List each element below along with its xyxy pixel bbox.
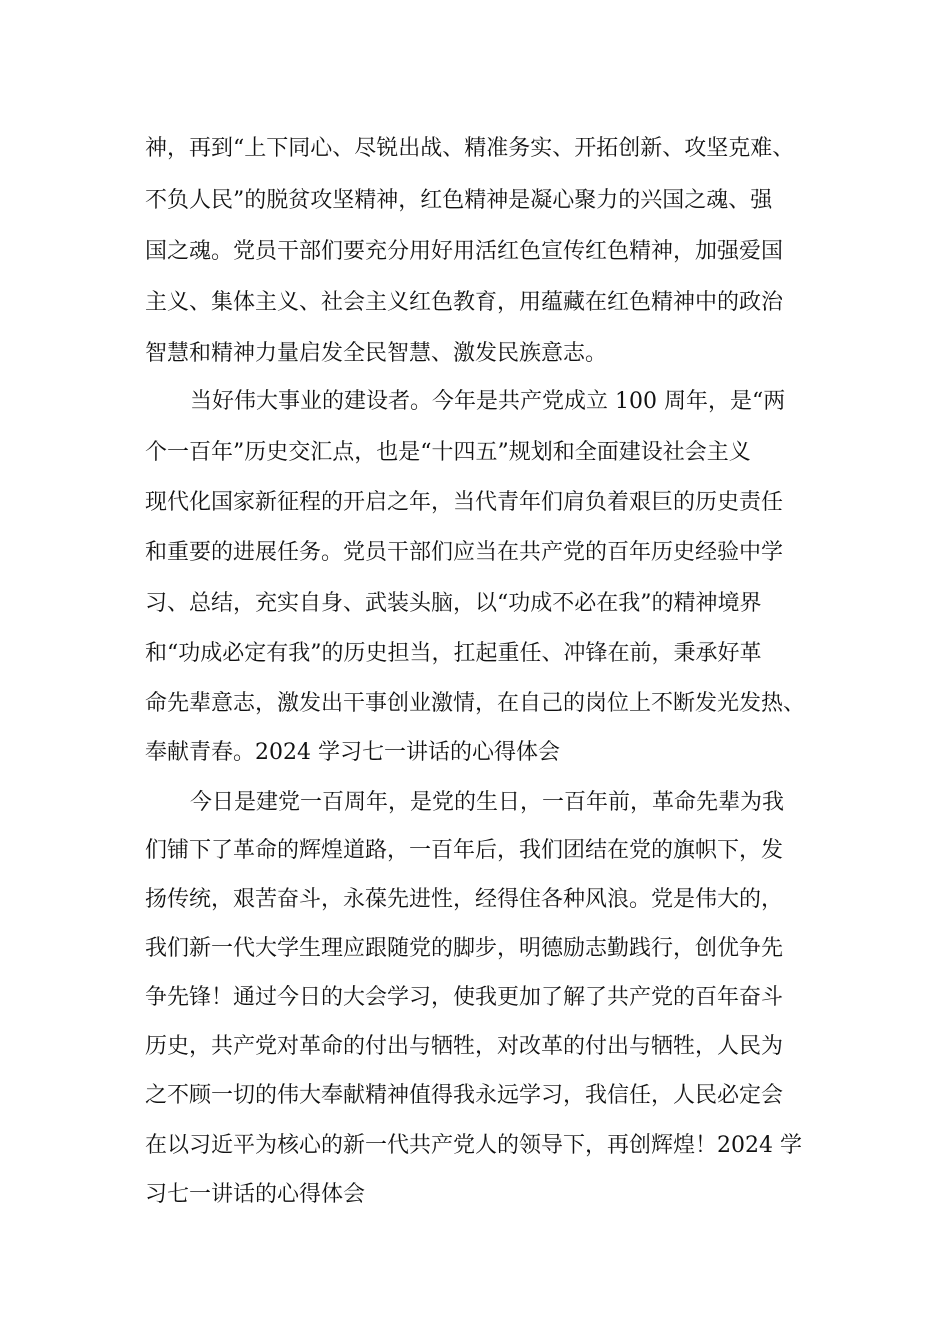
text-line: 不负人民”的脱贫攻坚精神，红色精神是凝心聚力的兴国之魂、强 bbox=[145, 188, 773, 213]
text-line: 命先辈意志，激发出干事创业激情，在自己的岗位上不断发光发热、 bbox=[145, 691, 806, 716]
text-line: 国之魂。党员干部们要充分用好用活红色宣传红色精神，加强爱国 bbox=[145, 239, 784, 264]
text-line: 现代化国家新征程的开启之年，当代青年们肩负着艰巨的历史责任 bbox=[145, 490, 784, 515]
text-line: 奉献青春。2024 学习七一讲话的心得体会 bbox=[145, 740, 560, 765]
text-line: 主义、集体主义、社会主义红色教育，用蕴藏在红色精神中的政治 bbox=[145, 290, 784, 315]
text-line: 习七一讲话的心得体会 bbox=[145, 1182, 366, 1207]
text-line: 神，再到“上下同心、尽锐出战、精准务实、开拓创新、攻坚克难、 bbox=[145, 136, 795, 161]
text-line: 和重要的进展任务。党员干部们应当在共产党的百年历史经验中学 bbox=[145, 540, 784, 565]
paragraph-first-line: 今日是建党一百周年，是党的生日，一百年前，革命先辈为我 bbox=[190, 790, 785, 815]
text-line: 争先锋！通过今日的大会学习，使我更加了解了共产党的百年奋斗 bbox=[145, 985, 784, 1010]
text-line: 扬传统，艰苦奋斗，永葆先进性，经得住各种风浪。党是伟大的， bbox=[145, 887, 784, 912]
text-line: 们铺下了革命的辉煌道路，一百年后，我们团结在党的旗帜下，发 bbox=[145, 838, 784, 863]
text-line: 之不顾一切的伟大奉献精神值得我永远学习，我信任，人民必定会 bbox=[145, 1083, 784, 1108]
text-line: 我们新一代大学生理应跟随党的脚步，明德励志勤践行，创优争先 bbox=[145, 936, 784, 961]
text-line: 个一百年”历史交汇点，也是“十四五”规划和全面建设社会主义 bbox=[145, 440, 751, 465]
text-line: 历史，共产党对革命的付出与牺牲，对改革的付出与牺牲，人民为 bbox=[145, 1034, 784, 1059]
paragraph-first-line: 当好伟大事业的建设者。今年是共产党成立 100 周年，是“两 bbox=[190, 389, 786, 414]
text-line: 智慧和精神力量启发全民智慧、激发民族意志。 bbox=[145, 341, 608, 366]
text-line: 在以习近平为核心的新一代共产党人的领导下，再创辉煌！2024 学 bbox=[145, 1133, 802, 1158]
text-line: 习、总结，充实自身、武装头脑，以“功成不必在我”的精神境界 bbox=[145, 591, 762, 616]
text-line: 和“功成必定有我”的历史担当，扛起重任、冲锋在前，秉承好革 bbox=[145, 641, 762, 666]
